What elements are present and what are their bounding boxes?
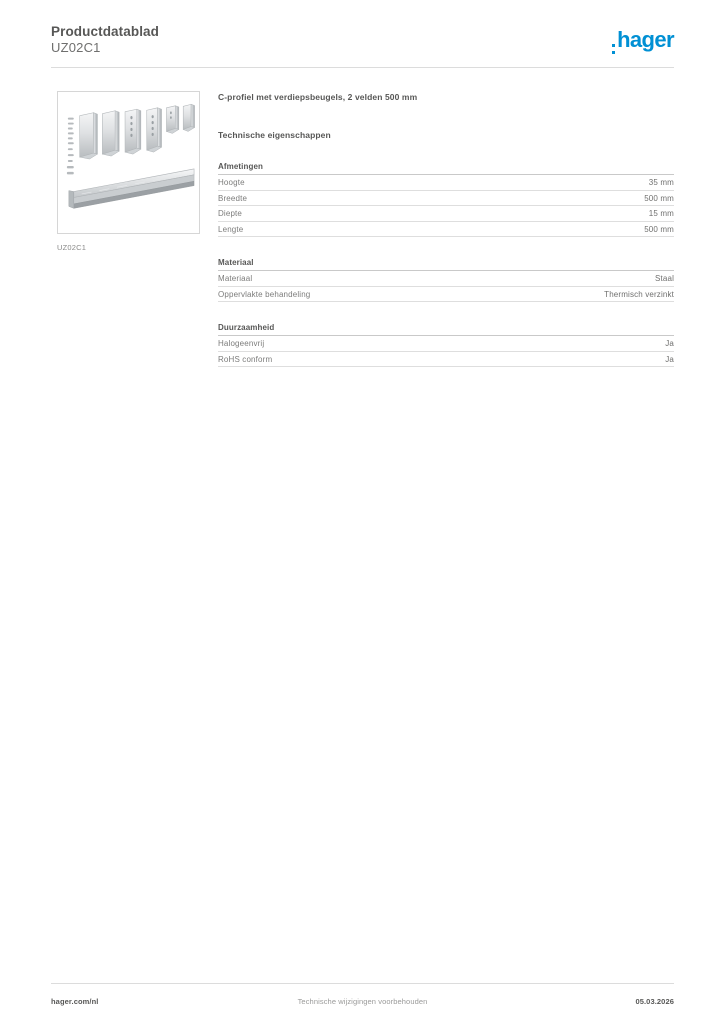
spec-row xyxy=(218,206,674,222)
logo-colon-icon xyxy=(612,44,616,56)
spec-row xyxy=(218,352,674,368)
spec-group xyxy=(218,162,674,237)
spec-group-title: Materiaal xyxy=(218,258,674,271)
footer-date: 05.03.2026 xyxy=(635,997,674,1006)
page-footer xyxy=(51,997,674,1006)
c-profile-rail xyxy=(69,169,194,208)
technical-properties-heading: Technische eigenschappen xyxy=(218,130,331,140)
spec-value: 15 mm xyxy=(648,209,674,218)
product-image-caption: UZ02C1 xyxy=(57,243,87,252)
product-illustration-icon xyxy=(58,92,199,233)
spec-label: Halogeenvrij xyxy=(218,339,265,348)
spec-value: Ja xyxy=(665,354,674,364)
spec-groups-container xyxy=(218,162,674,367)
footer-divider xyxy=(51,983,674,984)
spec-group-title: Duurzaamheid xyxy=(218,323,674,336)
product-reference: UZ02C1 xyxy=(51,40,101,55)
spec-value: Staal xyxy=(655,274,674,283)
spec-group-title: Afmetingen xyxy=(218,162,674,175)
hager-logo xyxy=(612,27,674,55)
spec-label: Oppervlakte behandeling xyxy=(218,289,311,299)
product-description: C-profiel met verdiepsbeugels, 2 velden 500 mm xyxy=(218,92,418,102)
spec-group xyxy=(218,323,674,367)
page-header xyxy=(51,24,674,56)
spec-value: 500 mm xyxy=(644,224,674,234)
spec-label: Materiaal xyxy=(218,274,253,283)
spec-row xyxy=(218,175,674,191)
mounting-brackets xyxy=(80,104,195,159)
logo-wordmark: hager xyxy=(617,27,674,52)
spec-label: Lengte xyxy=(218,224,244,234)
footer-website-link[interactable]: hager.com/nl xyxy=(51,997,99,1006)
footer-disclaimer: Technische wijzigingen voorbehouden xyxy=(297,997,428,1006)
spec-label: Diepte xyxy=(218,209,243,218)
fastener-parts xyxy=(67,118,74,175)
spec-row xyxy=(218,191,674,207)
spec-value: Ja xyxy=(665,339,674,348)
product-specifications xyxy=(218,91,674,367)
spec-value: Thermisch verzinkt xyxy=(604,289,674,299)
spec-label: RoHS conform xyxy=(218,354,273,364)
spec-row xyxy=(218,271,674,287)
spec-row xyxy=(218,222,674,238)
spec-group xyxy=(218,258,674,302)
spec-row xyxy=(218,336,674,352)
spec-label: Breedte xyxy=(218,193,248,203)
header-titles xyxy=(51,24,159,56)
spec-value: 35 mm xyxy=(648,178,674,187)
header-divider xyxy=(51,67,674,68)
spec-value: 500 mm xyxy=(644,193,674,203)
spec-row xyxy=(218,287,674,303)
page-title: Productdatablad xyxy=(51,24,160,39)
product-image xyxy=(57,91,200,234)
spec-label: Hoogte xyxy=(218,178,245,187)
